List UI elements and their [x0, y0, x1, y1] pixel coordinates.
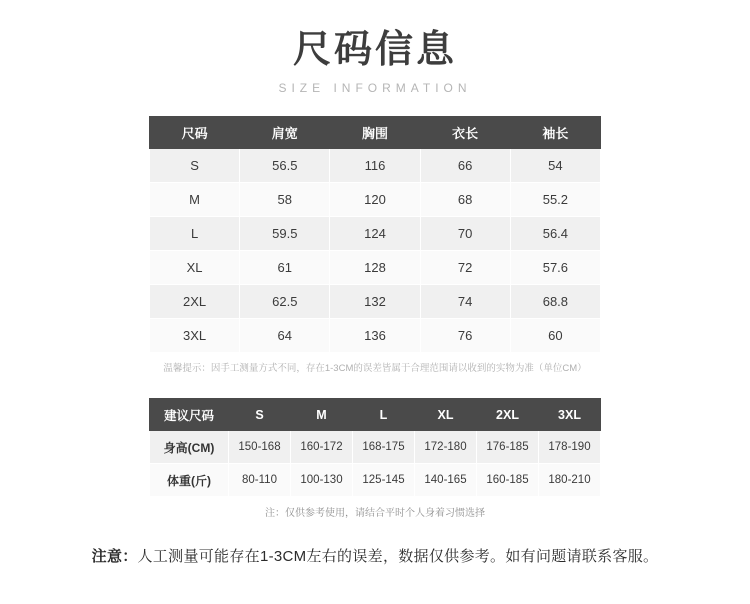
table-cell: 80-110 [229, 464, 291, 497]
table-row [150, 149, 601, 183]
table-row [150, 319, 601, 353]
table-cell: M [150, 183, 240, 217]
recommend-table-container [149, 398, 601, 497]
size-table-header-row [150, 117, 601, 149]
table-cell: 61 [240, 251, 330, 285]
table-cell: 180-210 [539, 464, 601, 497]
table-cell: 56.4 [510, 217, 600, 251]
size-table-col-header: 肩宽 [240, 117, 330, 149]
table-cell: 3XL [150, 319, 240, 353]
table-cell: 59.5 [240, 217, 330, 251]
table-row-header: 体重(斤) [150, 464, 229, 497]
table-cell: 100-130 [291, 464, 353, 497]
table-cell: 56.5 [240, 149, 330, 183]
table-row [150, 217, 601, 251]
recommend-table [149, 398, 601, 497]
table-cell: 125-145 [353, 464, 415, 497]
page-title: 尺码信息 [292, 29, 457, 71]
table-cell: 62.5 [240, 285, 330, 319]
size-table-col-header: 胸围 [330, 117, 420, 149]
page-subtitle: SIZE INFORMATION [278, 81, 472, 95]
recommend-table-col-header: 建议尺码 [150, 399, 229, 431]
recommend-table-col-header: L [353, 399, 415, 431]
table-cell: 2XL [150, 285, 240, 319]
size-table-col-header: 衣长 [420, 117, 510, 149]
table-cell: 57.6 [510, 251, 600, 285]
recommend-table-header-row [150, 399, 601, 431]
table-cell: 72 [420, 251, 510, 285]
recommend-table-col-header: S [229, 399, 291, 431]
table-cell: 64 [240, 319, 330, 353]
recommend-table-col-header: 2XL [477, 399, 539, 431]
table-cell: 66 [420, 149, 510, 183]
size-table-note: 温馨提示：因手工测量方式不同，存在1-3CM的误差皆属于合理范围请以收到的实物为准（单位CM） [163, 363, 587, 374]
table-cell: 136 [330, 319, 420, 353]
table-row [150, 251, 601, 285]
table-cell: 54 [510, 149, 600, 183]
table-cell: 68.8 [510, 285, 600, 319]
table-cell: 68 [420, 183, 510, 217]
recommend-table-note: 注：仅供参考使用，请结合平时个人身着习惯选择 [265, 508, 485, 519]
table-cell: 60 [510, 319, 600, 353]
table-cell: 172-180 [415, 431, 477, 464]
table-row [150, 431, 601, 464]
table-cell: 58 [240, 183, 330, 217]
size-table [149, 116, 601, 353]
page-header [0, 0, 750, 96]
table-cell: L [150, 217, 240, 251]
table-cell: 70 [420, 217, 510, 251]
table-cell: 116 [330, 149, 420, 183]
table-cell: 132 [330, 285, 420, 319]
table-row [150, 285, 601, 319]
table-cell: 55.2 [510, 183, 600, 217]
size-table-col-header: 尺码 [150, 117, 240, 149]
size-table-container [149, 116, 601, 353]
table-cell: 76 [420, 319, 510, 353]
table-cell: 74 [420, 285, 510, 319]
table-row [150, 183, 601, 217]
table-cell: 168-175 [353, 431, 415, 464]
table-cell: 176-185 [477, 431, 539, 464]
bottom-warning-lead: 注意： [91, 548, 138, 565]
table-cell: 178-190 [539, 431, 601, 464]
table-cell: XL [150, 251, 240, 285]
recommend-table-col-header: 3XL [539, 399, 601, 431]
table-cell: 140-165 [415, 464, 477, 497]
bottom-warning [0, 545, 750, 566]
recommend-table-col-header: M [291, 399, 353, 431]
table-row-header: 身高(CM) [150, 431, 229, 464]
table-cell: 124 [330, 217, 420, 251]
bottom-warning-body: 人工测量可能存在1-3CM左右的误差，数据仅供参考。如有问题请联系客服。 [137, 548, 659, 565]
table-cell: 150-168 [229, 431, 291, 464]
recommend-table-col-header: XL [415, 399, 477, 431]
size-table-col-header: 袖长 [510, 117, 600, 149]
table-cell: S [150, 149, 240, 183]
table-cell: 120 [330, 183, 420, 217]
table-cell: 160-185 [477, 464, 539, 497]
table-row [150, 464, 601, 497]
table-cell: 128 [330, 251, 420, 285]
table-cell: 160-172 [291, 431, 353, 464]
